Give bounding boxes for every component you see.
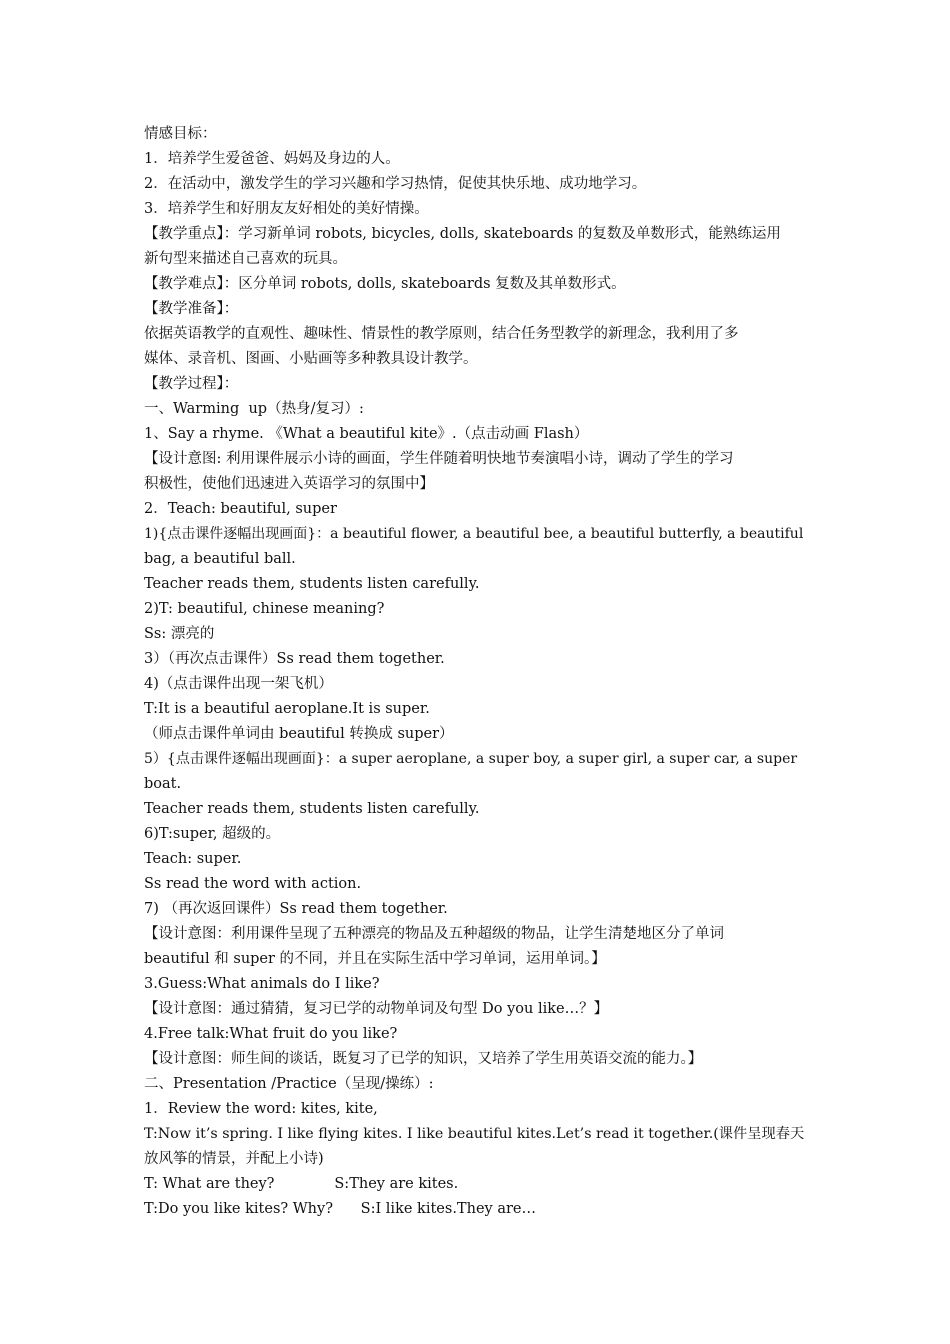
- teacher-note: （师点击课件单词由 beautiful 转换成 super）: [144, 726, 454, 742]
- substep-7: 7) （再次返回课件）Ss read them together.: [144, 901, 448, 917]
- step-say-rhyme: 1、Say a rhyme. 《What a beautiful kite》.（点击动画 Flash）: [144, 426, 589, 442]
- teacher-reads-2: Teacher reads them, students listen carefully.: [144, 801, 480, 817]
- design-intent-4: 【设计意图：师生间的谈话，既复习了已学的知识，又培养了学生用英语交流的能力。】: [144, 1051, 703, 1067]
- heading-preparation: 【教学准备】：: [144, 301, 239, 317]
- teacher-reads-1: Teacher reads them, students listen carefully.: [144, 576, 480, 592]
- substep-2: 2)T: beautiful, chinese meaning?: [144, 601, 385, 617]
- section-warming-up: 一、Warming up（热身/复习）:: [144, 401, 364, 417]
- dialogue-spring-line-1: T:Now it’s spring. I like flying kites. I like beautiful kites.Let’s read it together.(课件呈现春天: [144, 1126, 805, 1142]
- design-intent-1-line-2: 积极性，使他们迅速进入英语学习的氛围中】: [144, 476, 434, 492]
- substep-5-line-1: 5）{点击课件逐幅出现画面}：a super aeroplane, a super boy, a super girl, a super car, a super: [144, 751, 798, 767]
- dialogue-what-are-they: T: What are they? S:They are kites.: [144, 1176, 459, 1192]
- teacher-aeroplane: T:It is a beautiful aeroplane.It is super.: [144, 701, 430, 717]
- difficult-points: 【教学难点】：区分单词 robots, dolls, skateboards 复数及其单数形式。: [144, 276, 626, 292]
- teach-super: Teach: super.: [144, 851, 242, 867]
- dialogue-spring-line-2: 放风筝的情景，并配上小诗): [144, 1151, 324, 1167]
- preparation-line-2: 媒体、录音机、图画、小贴画等多种教具设计教学。: [144, 351, 478, 367]
- substep-1-line-2: bag, a beautiful ball.: [144, 551, 296, 567]
- substep-5-line-2: boat.: [144, 776, 182, 792]
- substep-1-line-1: 1){点击课件逐幅出现画面}：a beautiful flower, a beautiful bee, a beautiful butterfly, a beautiful: [144, 526, 804, 542]
- step-review-word: 1．Review the word: kites, kite,: [144, 1101, 378, 1117]
- goal-item-2: 2．在活动中，激发学生的学习兴趣和学习热情，促使其快乐地、成功地学习。: [144, 176, 647, 192]
- design-intent-2-line-2: beautiful 和 super 的不同，并且在实际生活中学习单词，运用单词。】: [144, 951, 606, 967]
- read-with-action: Ss read the word with action.: [144, 876, 362, 892]
- goal-item-3: 3．培养学生和好朋友友好相处的美好情操。: [144, 201, 429, 217]
- design-intent-3: 【设计意图：通过猜猜，复习已学的动物单词及句型 Do you like…？】: [144, 1001, 609, 1017]
- key-points-line-2: 新句型来描述自己喜欢的玩具。: [144, 251, 347, 267]
- substep-4: 4)（点击课件出现一架飞机）: [144, 676, 333, 692]
- key-points-line-1: 【教学重点】：学习新单词 robots, bicycles, dolls, skateboards 的复数及单数形式，能熟练运用: [144, 226, 781, 242]
- design-intent-2-line-1: 【设计意图：利用课件呈现了五种漂亮的物品及五种超级的物品，让学生清楚地区分了单词: [144, 926, 724, 942]
- preparation-line-1: 依据英语教学的直观性、趣味性、情景性的教学原则，结合任务型教学的新理念，我利用了多: [144, 326, 739, 342]
- section-presentation: 二、Presentation /Practice（呈现/操练）:: [144, 1076, 434, 1092]
- heading-emotional-goals: 情感目标：: [144, 126, 217, 142]
- substep-6: 6)T:super, 超级的。: [144, 826, 281, 842]
- design-intent-1-line-1: 【设计意图: 利用课件展示小诗的画面，学生伴随着明快地节奏演唱小诗，调动了学生的学习: [144, 451, 734, 467]
- dialogue-do-you-like: T:Do you like kites? Why? S:I like kites.They are…: [144, 1201, 536, 1217]
- students-answer: Ss: 漂亮的: [144, 626, 215, 642]
- goal-item-1: 1．培养学生爱爸爸、妈妈及身边的人。: [144, 151, 400, 167]
- lesson-plan-body: [144, 122, 808, 1222]
- step-teach-words: 2．Teach: beautiful, super: [144, 501, 337, 517]
- heading-teaching-process: 【教学过程】：: [144, 376, 239, 392]
- step-free-talk: 4.Free talk:What fruit do you like?: [144, 1026, 398, 1042]
- substep-3: 3）（再次点击课件）Ss read them together.: [144, 651, 445, 667]
- step-guess: 3.Guess:What animals do I like?: [144, 976, 380, 992]
